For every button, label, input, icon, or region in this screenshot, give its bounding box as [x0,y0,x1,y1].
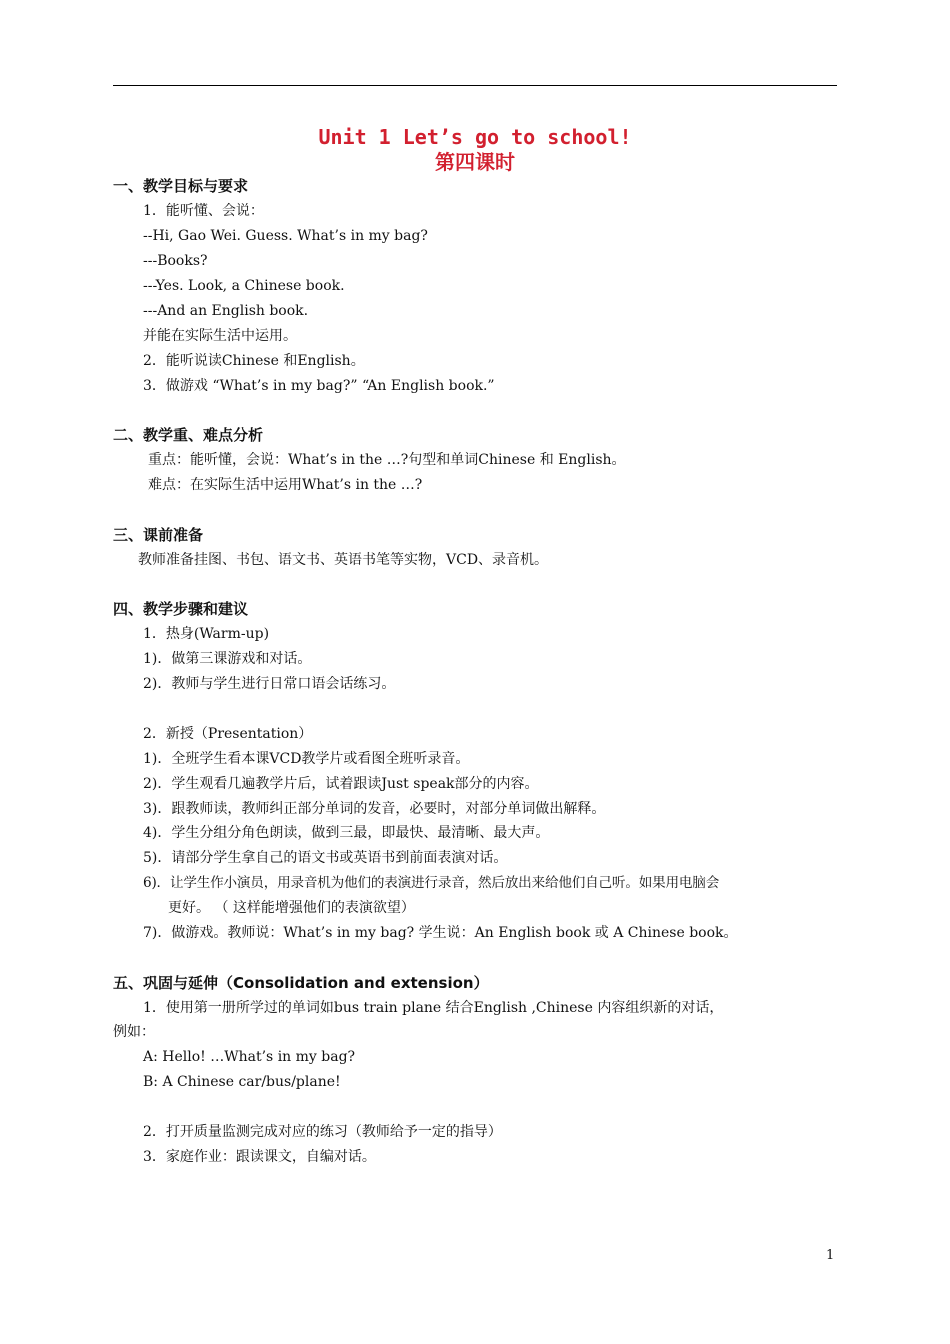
section-1-line: 2．能听说读Chinese 和English。 [143,353,365,369]
dialogue-line: A: Hello! …What’s in my bag? [143,1049,356,1065]
extension-line: 1．使用第一册所学过的单词如bus train plane 结合English ,Chinese 内容组织新的对话， [143,1000,724,1016]
step-line: 1．热身(Warm-up) [143,626,270,642]
step-line: 1)．做第三课游戏和对话。 [143,651,312,667]
extension-line: 2．打开质量监测完成对应的练习（教师给予一定的指导） [143,1124,502,1140]
step-line: 7)．做游戏。教师说：What’s in my bag? 学生说：An English book 或 A Chinese book。 [143,925,738,941]
section-1-line: 1．能听懂、会说： [143,203,264,219]
header-rule [113,85,837,86]
dialogue-line: B: A Chinese car/bus/plane! [143,1074,341,1090]
step-line-continued: 更好。 （ 这样能增强他们的表演欲望） [168,900,415,916]
step-line: 5)．请部分学生拿自己的语文书或英语书到前面表演对话。 [143,850,508,866]
dialogue-line: ---Yes. Look, a Chinese book. [143,278,345,294]
step-line: 1)．全班学生看本课VCD教学片或看图全班听录音。 [143,751,470,767]
page-number: 1 [826,1248,835,1263]
section-4-heading: 四、教学步骤和建议 [113,600,249,618]
key-point-line: 重点：能听懂，会说：What’s in the …?句型和单词Chinese 和 English。 [148,452,626,468]
section-2-heading: 二、教学重、难点分析 [113,426,264,444]
step-line: 2)．教师与学生进行日常口语会话练习。 [143,676,396,692]
dialogue-line: ---Books? [143,253,208,269]
section-1-line: 3．做游戏 “What’s in my bag?” “An English book.” [143,378,495,394]
step-line: 2．新授（Presentation） [143,726,313,742]
title-block [113,124,837,174]
dialogue-line: --Hi, Gao Wei. Guess. What’s in my bag? [143,228,428,244]
lesson-subtitle: 第四课时 [435,150,515,174]
section-1-line: 并能在实际生活中运用。 [143,328,297,344]
extension-line: 例如： [113,1024,155,1040]
difficult-point-line: 难点：在实际生活中运用What’s in the …? [148,477,423,493]
step-line: 6)．让学生作小演员，用录音机为他们的表演进行录音，然后放出来给他们自己听。如果用电脑会 [143,875,720,891]
homework-line: 3．家庭作业：跟读课文，自编对话。 [143,1149,376,1165]
step-line: 2)．学生观看几遍教学片后，试着跟读Just speak部分的内容。 [143,776,539,792]
dialogue-line: ---And an English book. [143,303,309,319]
step-line: 3)．跟教师读，教师纠正部分单词的发音，必要时，对部分单词做出解释。 [143,801,606,817]
section-3-heading: 三、课前准备 [113,526,204,544]
lesson-title: Unit 1 Let’s go to school! [318,125,632,149]
preparation-line: 教师准备挂图、书包、语文书、英语书笔等实物，VCD、录音机。 [138,552,549,568]
step-line: 4)．学生分组分角色朗读，做到三最，即最快、最清晰、最大声。 [143,825,550,841]
section-1-heading: 一、教学目标与要求 [113,177,249,195]
section-5-heading: 五、巩固与延伸（Consolidation and extension） [113,974,489,992]
